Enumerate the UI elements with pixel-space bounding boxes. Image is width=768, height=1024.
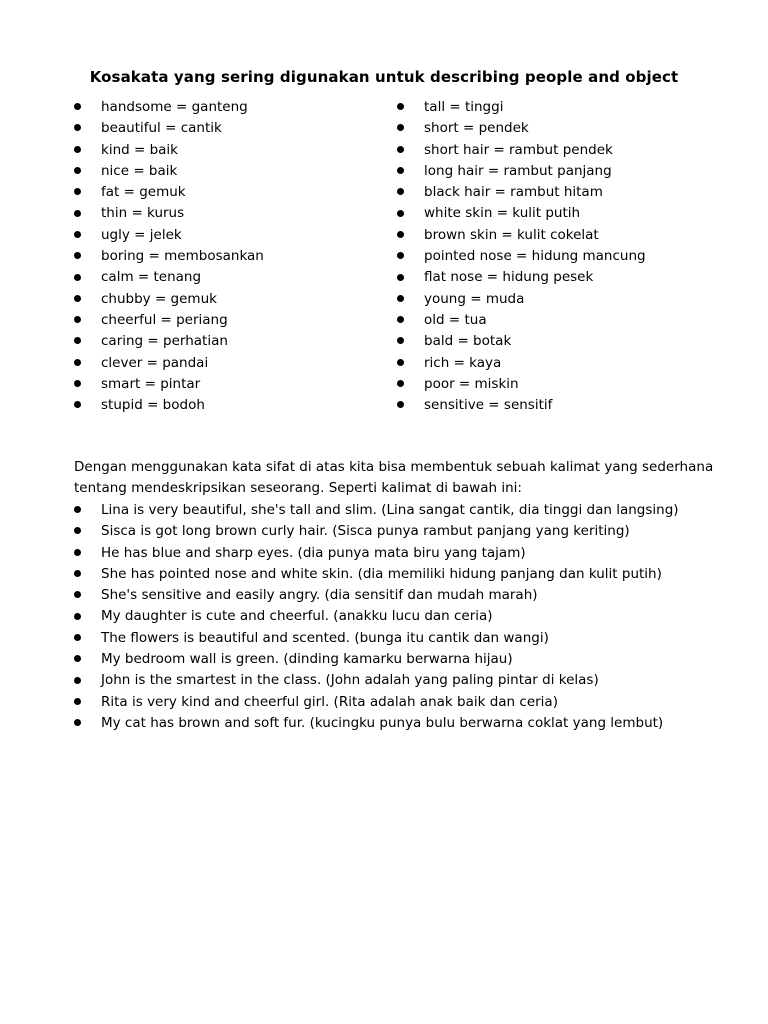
- list-item: [397, 353, 717, 374]
- list-item: [74, 97, 374, 118]
- vocab-entry: handsome = ganteng: [101, 99, 248, 115]
- list-item: [397, 267, 717, 288]
- vocab-entry: pointed nose = hidung mancung: [424, 248, 646, 265]
- vocab-entry: long hair = rambut panjang: [424, 162, 612, 179]
- bullet-icon: [397, 225, 411, 246]
- vocab-entry: white skin = kulit putih: [424, 205, 581, 222]
- list-item: [397, 203, 717, 224]
- list-item: [397, 289, 717, 310]
- bullet-icon: [74, 331, 88, 352]
- list-item: [74, 310, 374, 331]
- list-item: [74, 628, 734, 649]
- list-item: [74, 713, 734, 734]
- bullet-icon: [74, 585, 88, 606]
- list-item: [74, 585, 734, 606]
- list-item: [74, 246, 374, 267]
- bullet-icon: [397, 289, 411, 310]
- example-sentence-list: [74, 500, 734, 734]
- list-item: [74, 606, 734, 627]
- bullet-icon: [74, 543, 88, 564]
- vocab-entry: bald = botak: [424, 333, 512, 350]
- bullet-icon: [74, 118, 88, 139]
- list-item: [74, 140, 374, 161]
- bullet-icon: [74, 310, 88, 331]
- vocab-entry: rich = kaya: [424, 354, 502, 371]
- bullet-icon: [74, 521, 88, 542]
- vocab-entry: flat nose = hidung pesek: [424, 269, 594, 286]
- bullet-icon: [74, 649, 88, 670]
- bullet-icon: [74, 140, 88, 161]
- list-item: [397, 140, 717, 161]
- vocab-entry: kind = baik: [101, 141, 178, 158]
- bullet-icon: [74, 203, 88, 224]
- bullet-icon: [74, 267, 88, 288]
- bullet-icon: [397, 331, 411, 352]
- vocab-entry: black hair = rambut hitam: [424, 184, 603, 201]
- bullet-icon: [74, 353, 88, 374]
- bullet-icon: [397, 267, 411, 288]
- example-sentence: She's sensitive and easily angry. (dia sensitif dan mudah marah): [101, 587, 538, 604]
- example-sentence: Sisca is got long brown curly hair. (Sisca punya rambut panjang yang keriting): [101, 523, 630, 540]
- bullet-icon: [74, 374, 88, 395]
- bullet-icon: [74, 564, 88, 585]
- list-item: [397, 97, 717, 118]
- list-item: [397, 161, 717, 182]
- bullet-icon: [397, 203, 411, 224]
- bullet-icon: [74, 713, 88, 734]
- bullet-icon: [397, 182, 411, 203]
- bullet-icon: [74, 692, 88, 713]
- vocab-entry: ugly = jelek: [101, 226, 182, 243]
- list-item: [74, 500, 734, 521]
- bullet-icon: [397, 395, 411, 416]
- list-item: [74, 289, 374, 310]
- example-sentence: My daughter is cute and cheerful. (anakku lucu dan ceria): [101, 608, 493, 625]
- bullet-icon: [397, 310, 411, 331]
- bullet-icon: [74, 289, 88, 310]
- bullet-icon: [74, 395, 88, 416]
- list-item: [74, 267, 374, 288]
- intro-paragraph: [74, 457, 714, 500]
- list-item: [74, 331, 374, 352]
- bullet-icon: [74, 500, 88, 521]
- bullet-icon: [397, 140, 411, 161]
- example-sentence: He has blue and sharp eyes. (dia punya mata biru yang tajam): [101, 544, 526, 561]
- vocab-entry: nice = baik: [101, 162, 178, 179]
- vocab-entry: chubby = gemuk: [101, 290, 217, 307]
- vocabulary-list-left: [74, 97, 374, 416]
- bullet-icon: [74, 246, 88, 267]
- vocab-entry: thin = kurus: [101, 205, 185, 222]
- vocab-entry: sensitive = sensitif: [424, 397, 553, 414]
- list-item: [397, 182, 717, 203]
- vocab-entry: poor = miskin: [424, 375, 519, 392]
- vocab-entry: cheerful = periang: [101, 311, 228, 328]
- bullet-icon: [397, 161, 411, 182]
- bullet-icon: [397, 97, 411, 118]
- list-item: [74, 521, 734, 542]
- bullet-icon: [397, 118, 411, 139]
- vocab-entry: tall = tinggi: [424, 99, 504, 115]
- vocab-entry: beautiful = cantik: [101, 120, 222, 137]
- vocab-entry: brown skin = kulit cokelat: [424, 226, 599, 243]
- vocab-entry: stupid = bodoh: [101, 397, 205, 414]
- list-item: [74, 374, 374, 395]
- vocab-entry: short hair = rambut pendek: [424, 141, 613, 158]
- list-item: [74, 670, 734, 691]
- list-item: [397, 395, 717, 416]
- bullet-icon: [397, 353, 411, 374]
- bullet-icon: [74, 606, 88, 627]
- vocab-entry: old = tua: [424, 311, 487, 328]
- list-item: [74, 543, 734, 564]
- list-item: [74, 395, 374, 416]
- list-item: [397, 118, 717, 139]
- list-item: [397, 374, 717, 395]
- example-sentence: John is the smartest in the class. (John adalah yang paling pintar di kelas): [101, 672, 599, 689]
- vocab-entry: calm = tenang: [101, 269, 202, 286]
- list-item: [74, 203, 374, 224]
- list-item: [74, 161, 374, 182]
- bullet-icon: [74, 182, 88, 203]
- example-sentence: She has pointed nose and white skin. (dia memiliki hidung panjang dan kulit putih): [101, 565, 662, 582]
- example-sentence: My bedroom wall is green. (dinding kamarku berwarna hijau): [101, 651, 513, 668]
- example-sentence: The flowers is beautiful and scented. (bunga itu cantik dan wangi): [101, 629, 549, 646]
- vocab-entry: fat = gemuk: [101, 184, 186, 201]
- list-item: [74, 182, 374, 203]
- intro-line: tentang mendeskripsikan seseorang. Seperti kalimat di bawah ini:: [74, 480, 522, 497]
- vocab-entry: short = pendek: [424, 120, 529, 137]
- vocab-entry: clever = pandai: [101, 354, 209, 371]
- page-title: Kosakata yang sering digunakan untuk describing people and object: [89, 68, 679, 86]
- bullet-icon: [397, 246, 411, 267]
- list-item: [74, 692, 734, 713]
- bullet-icon: [74, 670, 88, 691]
- list-item: [397, 331, 717, 352]
- bullet-icon: [74, 97, 88, 118]
- list-item: [74, 225, 374, 246]
- vocab-entry: smart = pintar: [101, 375, 201, 392]
- list-item: [74, 564, 734, 585]
- example-sentence: My cat has brown and soft fur. (kucingku punya bulu berwarna coklat yang lembut): [101, 714, 664, 731]
- list-item: [397, 246, 717, 267]
- example-sentence: Rita is very kind and cheerful girl. (Rita adalah anak baik dan ceria): [101, 693, 558, 710]
- vocab-entry: boring = membosankan: [101, 248, 264, 265]
- list-item: [397, 225, 717, 246]
- intro-line: Dengan menggunakan kata sifat di atas kita bisa membentuk sebuah kalimat yang sederhana: [74, 459, 714, 475]
- bullet-icon: [397, 374, 411, 395]
- vocab-entry: caring = perhatian: [101, 333, 228, 350]
- bullet-icon: [74, 161, 88, 182]
- bullet-icon: [74, 628, 88, 649]
- list-item: [74, 118, 374, 139]
- list-item: [74, 353, 374, 374]
- vocabulary-list-right: [397, 97, 717, 416]
- bullet-icon: [74, 225, 88, 246]
- list-item: [397, 310, 717, 331]
- list-item: [74, 649, 734, 670]
- example-sentence: Lina is very beautiful, she's tall and slim. (Lina sangat cantik, dia tinggi dan langsing): [101, 502, 679, 518]
- vocab-entry: young = muda: [424, 290, 525, 307]
